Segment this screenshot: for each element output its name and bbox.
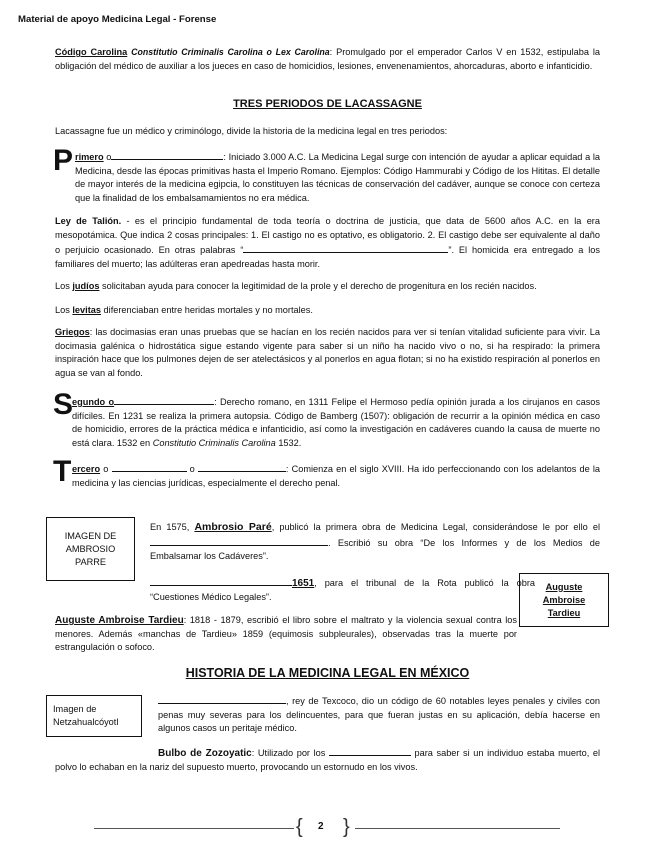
segundo-text2: 1532.	[275, 437, 302, 448]
page-number: 2	[318, 821, 324, 832]
levitas-term: levitas	[72, 305, 101, 315]
footer-rule-right	[355, 828, 560, 829]
lacassagne-intro: Lacassagne fue un médico y criminólogo, divide la historia de la medicina legal en tres periodos:	[55, 126, 448, 136]
year1651-text: , para el tribunal de la Rota publicó la obra “Cuestiones Médico Legales”.	[150, 578, 535, 602]
pare-term: Ambrosio Paré	[194, 521, 272, 533]
zozoyatic-text1: : Utilizado por los	[251, 748, 329, 758]
carolina-paragraph	[55, 46, 600, 73]
segundo-paragraph	[72, 394, 600, 450]
netza-text: , rey de Texcoco, dio un código de 60 notables leyes penales y civiles con penas muy severas para los delincuentes, para que fueran justas en su aplicación, debía hacerse en algunos casos un peritaje médico.	[158, 696, 600, 733]
griegos-term: Griegos	[55, 327, 90, 337]
primero-word: rimero	[75, 152, 104, 162]
tercero-blank-2	[198, 461, 286, 472]
talion-text1: - es el principio fundamental de toda teoría o doctrina de justicia, que data de 5600 años A.C. en la era mesopotámica. Que indica 2 cosas principales: 1. El castigo no es optativo, es obligatorio. 2. El castigo debe ser equivalente al daño o perjuicio ocasionado. En otras palabras “	[55, 216, 600, 255]
zozoyatic-term: Bulbo de Zozoyatic	[158, 748, 252, 759]
pare-text2: . Escribió su obra “De los Informes y de los Medios de Embalsamar los Cadáveres”.	[150, 537, 600, 561]
judios-term: judíos	[72, 281, 100, 291]
tercero-o2: o	[186, 464, 198, 474]
tardieu-name-box	[519, 573, 609, 627]
tercero-paragraph	[72, 461, 600, 490]
levitas-paragraph	[55, 304, 600, 318]
levitas-text: diferenciaban entre heridas mortales y no mortales.	[100, 305, 313, 315]
segundo-word: egundo o	[72, 397, 115, 407]
netza-blank	[158, 693, 286, 704]
netza-image-label: Imagen de Netzahualcóyotl	[53, 704, 119, 727]
pare-blank	[150, 535, 328, 546]
primero-text: : Iniciado 3.000 A.C. La Medicina Legal surge con intención de ayudar a aplicar equidad a la Medicina, desde las épocas primitivas hasta el Imperio Romano. Ejemplos: Código Hammurabi y Código de los Hititas. El detalle de mayor interés de la medicina egipcia, lo constituyen las técnicas de conservación del cadáver, aunque se conoce con certeza que la finalidad de los embalsamamientos no era médica.	[75, 152, 600, 203]
primero-drop-letter: P	[53, 144, 74, 177]
talion-paragraph	[55, 215, 600, 271]
tercero-text: : Comienza en el siglo XVIII. Ha ido perfeccionando con los adelantos de la medicina y las ciencias jurídicas, especialmente el derecho penal.	[72, 464, 601, 488]
judios-text: solicitaban ayuda para conocer la legitimidad de la prole y el derecho de progenitura en los recién nacidos.	[99, 281, 537, 291]
footer-rule-left	[94, 828, 294, 829]
pare-pre: En 1575,	[150, 522, 195, 532]
griegos-text: : las docimasias eran unas pruebas que se hacían en los recién nacidos para ver si tenían vitalidad suficiente para vivir. La docimasia galénica o hidrostática sigue estando vigente para saber si un niño ha nacido vivo o no, si ha respirado: la primera inspiración hace que los pulmones dejen de ser atelectásicos y al ponerlos en agua flotan; si no ha existido respiración al ponerlos en agua se van al fondo.	[55, 327, 600, 378]
tercero-word: ercero	[72, 464, 101, 474]
primero-paragraph	[75, 149, 600, 205]
tardieu-paragraph	[55, 614, 517, 655]
lacassagne-title: TRES PERIODOS DE LACASSAGNE	[233, 98, 422, 110]
levitas-pre: Los	[55, 305, 73, 315]
netza-image-placeholder	[46, 695, 142, 737]
pare-paragraph	[150, 521, 600, 564]
carolina-latin: Constitutio Criminalis Carolina o Lex Carolina	[131, 47, 330, 57]
tercero-drop-letter: T	[53, 455, 72, 488]
year1651-blank	[150, 575, 292, 586]
zozoyatic-blank	[329, 745, 411, 756]
carolina-body: : Promulgado por el emperador Carlos V en 1532, estipulaba la obligación del médico de auxiliar a los jueces en caso de homicidios, lesiones, envenenamientos, ahorcaduras, aborto e infanticidio.	[55, 47, 601, 71]
tardieu-box-label: Auguste Ambroise Tardieu	[542, 581, 586, 618]
griegos-paragraph	[55, 326, 600, 380]
mexico-title: HISTORIA DE LA MEDICINA LEGAL EN MÉXICO	[185, 666, 470, 680]
talion-text2: ”. El homicida era entregado a los familiares del muerto; las adúlteras eran apedreadas hasta morir.	[55, 245, 600, 269]
primero-blank	[111, 149, 223, 160]
netza-paragraph	[158, 693, 600, 736]
tardieu-text: : 1818 - 1879, escribió el libro sobre el maltrato y la violencia sexual contra los menores. Además «manchas de Tardieu» 1859 (equimosis subpleurales), observadas tras la muerte por estrangulación o sofoco.	[55, 615, 517, 652]
zozoyatic-paragraph	[55, 745, 600, 774]
footer-brace-left: {	[296, 816, 303, 838]
segundo-blank	[114, 394, 214, 405]
pare-image-label: IMAGEN DE AMBROSIO PARRE	[64, 530, 117, 567]
judios-pre: Los	[55, 281, 73, 291]
page-header: Material de apoyo Medicina Legal - Forense	[18, 14, 217, 25]
segundo-text1: : Derecho romano, en 1311 Felipe el Hermoso pedía opinión jurada a los cirujanos en casos difíciles. En 1231 se realiza la primera autopsia. Código de Bamberg (1507): obligación de recurrir a la opinión médica en caso de homicidio, errores de la práctica médica e infanticidio, así como la investigación en cadáveres cuando la causa de muerte no está clara. 1532 en	[72, 397, 600, 448]
tercero-o1: o	[100, 464, 112, 474]
zozoyatic-text2: para saber si un individuo estaba muerto, el polvo lo echaban en la nariz del supuesto muerto, provocando un estornudo en los vivos.	[55, 748, 601, 772]
tercero-blank-1	[112, 461, 187, 472]
pare-text1: , publicó la primera obra de Medicina Legal, considerándose le por ello el	[271, 522, 600, 532]
segundo-drop-letter: S	[53, 388, 74, 421]
judios-paragraph	[55, 280, 600, 294]
year1651-paragraph	[150, 575, 535, 604]
year1651-year: 1651	[292, 578, 315, 589]
primero-o: o	[106, 152, 112, 162]
talion-term: Ley de Talión.	[55, 216, 122, 226]
pare-image-placeholder	[46, 517, 135, 581]
footer-brace-right: }	[343, 816, 350, 838]
talion-blank	[243, 242, 448, 253]
carolina-term: Código Carolina	[55, 47, 128, 57]
tardieu-term: Auguste Ambroise Tardieu	[55, 615, 184, 626]
segundo-latin: Constitutio Criminalis Carolina	[152, 437, 276, 448]
